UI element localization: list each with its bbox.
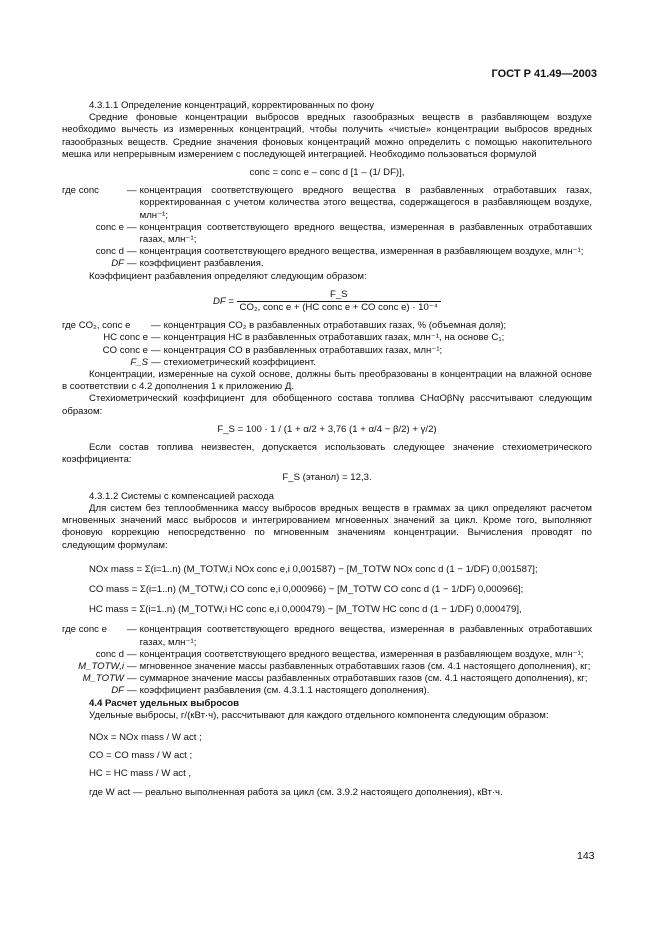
formula-nox-specific: NOx = NOx mass / W act ; <box>89 731 202 743</box>
page-content <box>62 100 592 799</box>
paragraph-stoich: Стехиометрический коэффициент для обобщенного состава топлива CHαOβNγ рассчитывают следующим образом: <box>62 393 592 417</box>
page-number: 143 <box>577 850 595 862</box>
section-title-4312: 4.3.1.2 Системы с компенсацией расхода <box>89 490 274 502</box>
formula-nox-mass: NOx mass = Σ(i=1..n) (M_TOTW,i NOx conc e,i 0,001587) − [M_TOTW NOx conc d (1 − 1/DF) 0,001587]; <box>89 563 538 575</box>
formula-co-mass: CO mass = Σ(i=1..n) (M_TOTW,i CO conc e,i 0,000966) − [M_TOTW CO conc d (1 − 1/DF) 0,000966]; <box>89 583 524 595</box>
paragraph-specific-emissions: Удельные выбросы, г/(кВт·ч), рассчитывают для каждого отдельного компонента следующим образом: <box>89 709 549 721</box>
definition-item: conc e — концентрация соответствующего вредного вещества, измеренная в разбавленных отработавших газах, млн⁻¹; <box>95 221 592 246</box>
formula-conc: conc = conc e – conc d [1 – (1/ DF)], <box>249 167 405 179</box>
document-header: ГОСТ Р 41.49—2003 <box>491 68 597 80</box>
formula-hc-specific: HC = HC mass / W act , <box>89 768 192 780</box>
definition-item: conc d — концентрация соответствующего вредного вещества, измеренная в разбавляющем воздухе, млн⁻¹; <box>95 246 584 258</box>
formula-df: DF = $\frac{F\_S}{\text{CO₂, conc e + (HC conc e + CO conc e) · 10⁻⁴}}$ <box>62 289 592 314</box>
paragraph-unknown-fuel: Если состав топлива неизвестен, допускается использовать следующее значение стехиометрического коэффициента: <box>62 442 592 466</box>
definition-item: DF — коэффициент разбавления. <box>111 258 264 270</box>
paragraph-flow-compensation: Для систем без теплообменника массу выбросов вредных веществ в граммах за цикл определяют расчетом мгновенных значений масс выбросов и интегрированием мгновенных значений за цикл. Кроме того, выполняют фоновую коррекцию непосредственно по мгновенным значениям концентрации. Вычисления проводят по следующим формулам: <box>62 502 592 551</box>
paragraph-dry-basis: Концентрации, измеренные на сухой основе, должны быть преобразованы в концентрации на влажной основе в соответствии с 4.2 дополнения 1 к приложению Д. <box>62 369 592 393</box>
definitions-1 <box>62 185 592 270</box>
definition-w-act: где W act — реально выполненная работа за цикл (см. 3.9.2 настоящего дополнения), кВт·ч. <box>89 786 503 798</box>
formula-fs-ethanol: F_S (этанол) = 12,3. <box>282 472 372 484</box>
formula-fs: F_S = 100 · 1 / (1 + α/2 + 3,76 (1 + α/4 − β/2) + γ/2) <box>217 423 437 435</box>
section-title-44: 4.4 Расчет удельных выбросов <box>89 697 240 709</box>
formula-hc-mass: HC mass = Σ(i=1..n) (M_TOTW,i HC conc e,i 0,000479) − [M_TOTW HC conc d (1 − 1/DF) 0,000479], <box>89 604 522 616</box>
definitions-3: где conc e — концентрация соответствующего вредного вещества, измеренная в разбавленных отработавших газах, млн⁻¹; conc d — концентрация соответствующего вредного вещества, измеренная в разбавляющем воздухе, млн⁻¹; M_TOTW,i — мгновенное значение массы разбавленных отработавших газов (см. 4.1 настоящего дополнения), кг; M_TOTW — суммарное значение массы разбавленных отработавших газов (см. 4.1 настоящего дополнения), кг; DF — коэффициент разбавления (см. 4.3.1.1 настоящего дополнения). <box>62 624 592 697</box>
formula-co-specific: CO = CO mass / W act ; <box>89 750 193 762</box>
paragraph-df-intro: Коэффициент разбавления определяют следующим образом: <box>89 270 367 282</box>
definition-item: где conc — концентрация соответствующего вредного вещества в разбавленных отработавших газах, корректированная с учетом количества этого вещества, содержащегося в разбавляющем воздухе, млн⁻¹; <box>62 185 592 221</box>
definitions-2: где CO₂, conc e — концентрация CO₂ в разбавленных отработавших газах, % (объемная доля); HC conc e — концентрация HC в разбавленных отработавших газах, млн⁻¹, на основе C₁; CO conc e — концентрация CO в разбавленных отработавших газах, млн⁻¹; F_S — стехиометрический коэффициент. <box>62 320 507 368</box>
paragraph-background: Средние фоновые концентрации выбросов вредных газообразных веществ в разбавляющем воздухе необходимо вычесть из измеренных концентраций, чтобы получить «чистые» концентрации выбросов вредных газообразных веществ. Средние значения фоновых концентраций можно определить с помощью накопительного мешка или непрерывным измерением с последующей интеграцией. Необходимо пользоваться формулой <box>62 112 592 160</box>
section-title-4311: 4.3.1.1 Определение концентраций, корректированных по фону <box>89 100 375 111</box>
